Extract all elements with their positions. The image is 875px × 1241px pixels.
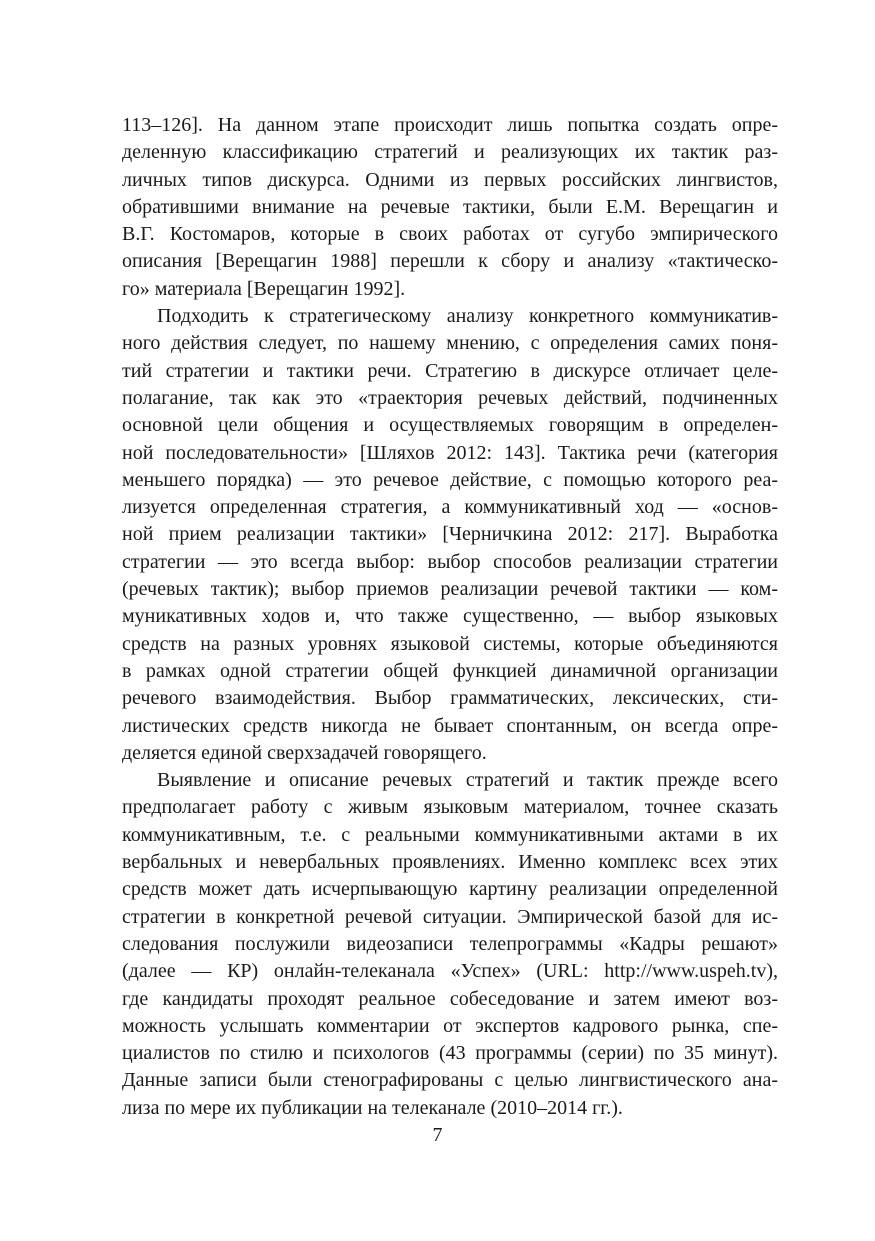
text-line: стратегии — это всегда выбор: выбор способов реализации стратегии [122,550,778,573]
text-line: полагание, так как это «траектория речевых действий, подчиненных [122,386,778,409]
text-line: (речевых тактик); выбор приемов реализации речевой тактики — ком- [122,578,778,601]
text-line: лизуется определенная стратегия, а коммуникативный ход — «основ- [122,496,778,519]
text-line: 113–126]. На данном этапе происходит лишь попытка создать опре- [122,114,778,136]
text-line: В.Г. Костомаров, которые в своих работах от сугубо эмпирического [122,223,778,246]
paragraph [122,767,778,1122]
text-line: деленную классификацию стратегий и реализующих их тактик раз- [122,141,778,164]
paragraph [122,112,778,303]
text-line: средств может дать исчерпывающую картину реализации определенной [122,878,778,901]
text-line: тий стратегии и тактики речи. Стратегию в дискурсе отличает целе- [122,359,778,382]
text-line: стратегии в конкретной речевой ситуации. Эмпирической базой для ис- [122,905,778,928]
text-line: описания [Верещагин 1988] перешли к сбору и анализу «тактическо- [122,250,778,273]
text-line: деляется единой сверхзадачей говорящего. [122,741,487,764]
text-line: муникативных ходов и, что также существенно, — выбор языковых [122,605,778,628]
text-line: (далее — КР) онлайн-телеканала «Успех» (URL: http://www.uspeh.tv), [122,960,778,983]
text-line: следования послужили видеозаписи телепрограммы «Кадры решают» [122,932,778,955]
text-line: лиза по мере их публикации на телеканале (2010–2014 гг.). [122,1096,623,1119]
text-line: где кандидаты проходят реальное собеседование и затем имеют воз- [122,987,778,1010]
page-number: 7 [432,1124,443,1146]
text-line: Выявление и описание речевых стратегий и тактик прежде всего [157,769,778,792]
text-line: ного действия следует, по нашему мнению, с определения самих поня- [122,332,778,355]
text-line: циалистов по стилю и психологов (43 программы (серии) по 35 минут). [122,1042,778,1065]
text-line: средств на разных уровнях языковой системы, которые объединяются [122,632,778,655]
paragraph [122,303,778,767]
text-line: меньшего порядка) — это речевое действие, с помощью которого реа- [122,468,778,491]
text-line: личных типов дискурса. Одними из первых российских лингвистов, [122,168,778,191]
page-body [122,112,778,1122]
text-line: Данные записи были стенографированы с целью лингвистического ана- [122,1069,778,1092]
text-line: вербальных и невербальных проявлениях. Именно комплекс всех этих [122,851,778,874]
text-line: в рамках одной стратегии общей функцией динамичной организации [122,659,778,682]
text-line: речевого взаимодействия. Выбор грамматических, лексических, сти- [122,687,778,710]
text-line: листических средств никогда не бывает спонтанным, он всегда опре- [122,714,778,737]
text-line: Подходить к стратегическому анализу конкретного коммуникатив- [157,305,778,328]
text-line: основной цели общения и осуществляемых говорящим в определен- [122,414,778,437]
text-line: обратившими внимание на речевые тактики, были Е.М. Верещагин и [122,195,778,218]
text-line: ной прием реализации тактики» [Черничкина 2012: 217]. Выработка [122,523,778,546]
text-line: предполагает работу с живым языковым материалом, точнее сказать [122,796,778,819]
text-line: ной последовательности» [Шляхов 2012: 143]. Тактика речи (категория [122,441,778,464]
text-line: можность услышать комментарии от экспертов кадрового рынка, спе- [122,1014,778,1037]
text-line: коммуникативным, т.е. с реальными коммуникативными актами в их [122,823,778,846]
text-line: го» материала [Верещагин 1992]. [122,277,406,300]
